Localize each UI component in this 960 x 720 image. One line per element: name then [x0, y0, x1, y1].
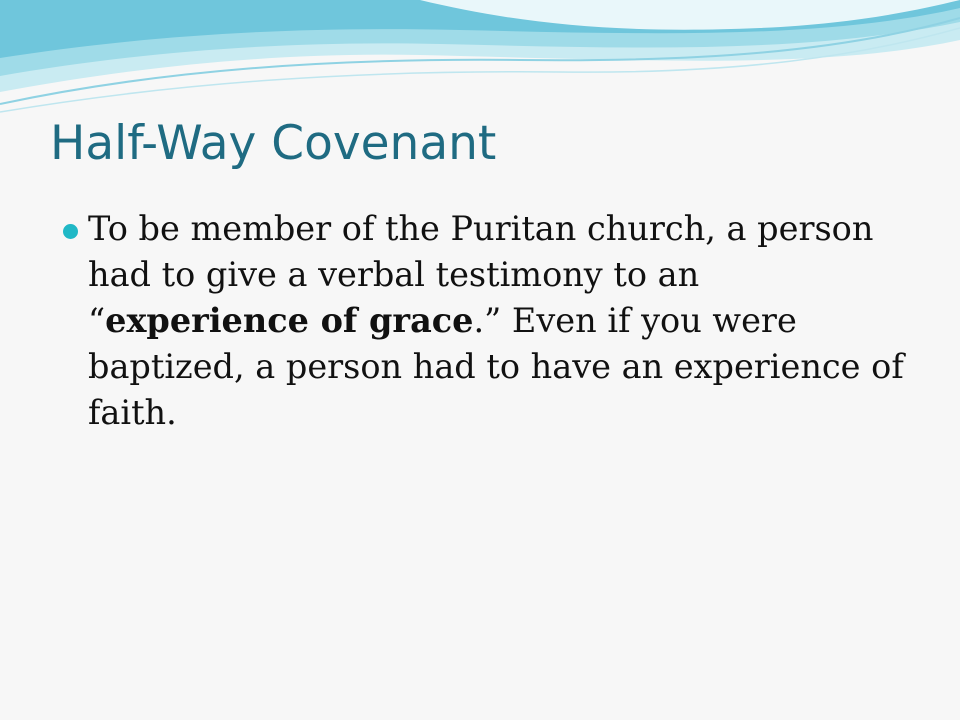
bullet-list	[60, 206, 910, 436]
bullet-text-part2: .” Even if you were baptized, a person had to have an experience of faith.	[88, 301, 904, 432]
header-wave-decoration	[0, 0, 960, 120]
slide-title: Half-Way Covenant	[50, 116, 497, 171]
bullet-emphasis: experience of grace	[105, 301, 474, 340]
bullet-text-part1: To be member of the Puritan church, a person had to give a verbal testimony to an “	[88, 209, 874, 340]
bullet-dot-icon	[63, 224, 78, 239]
bullet-item	[60, 206, 910, 436]
